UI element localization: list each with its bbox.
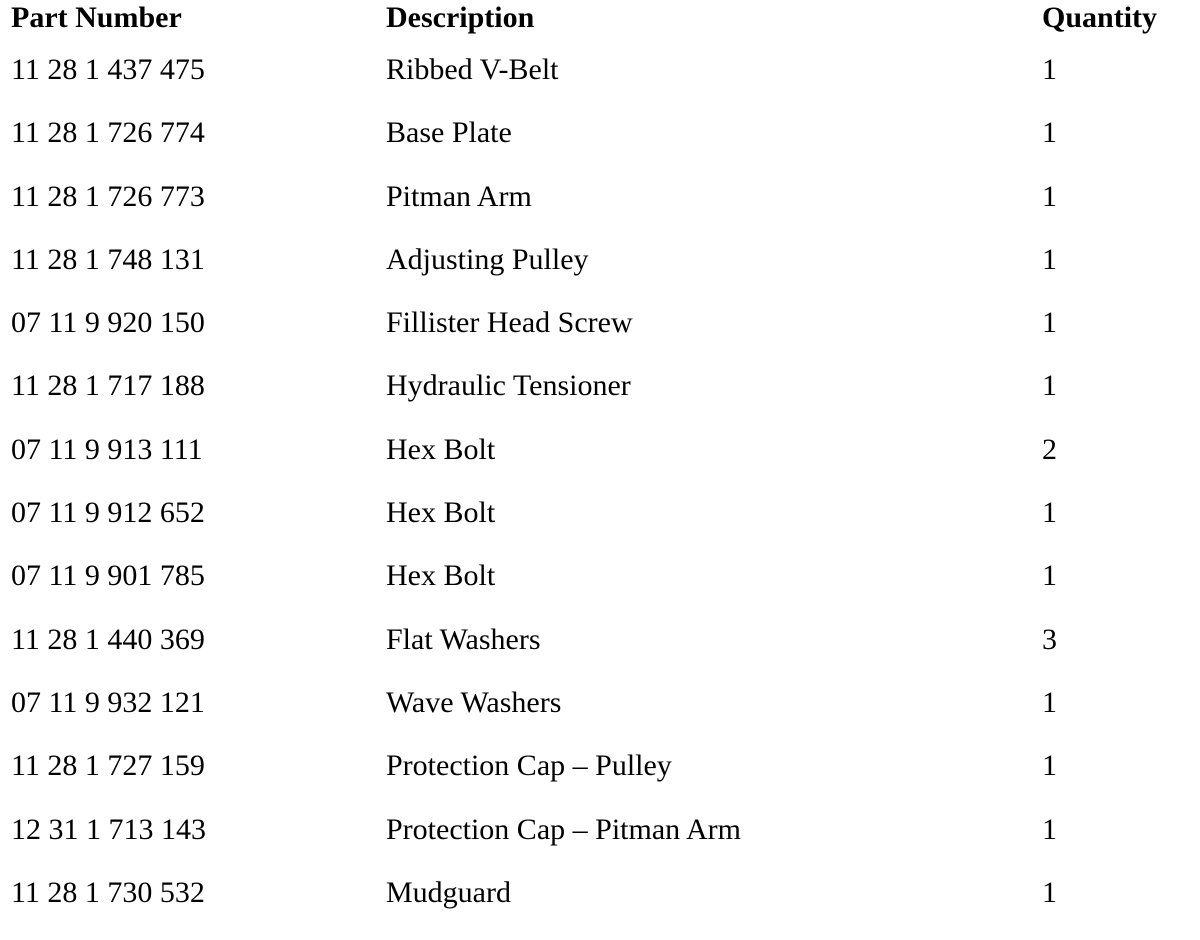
cell-part-number: 11 28 1 726 774 (11, 116, 205, 150)
cell-quantity: 3 (1042, 622, 1057, 656)
cell-description: Flat Washers (386, 622, 541, 656)
table-row (0, 622, 1200, 685)
table-row (0, 242, 1200, 305)
table-row (0, 495, 1200, 558)
cell-quantity: 1 (1042, 749, 1057, 783)
table-row (0, 748, 1200, 811)
cell-description: Ribbed V-Belt (386, 53, 559, 86)
cell-quantity: 1 (1042, 685, 1057, 719)
cell-part-number: 11 28 1 437 475 (11, 53, 205, 86)
table-row (0, 52, 1200, 115)
table-row (0, 368, 1200, 431)
cell-part-number: 07 11 9 901 785 (11, 559, 205, 593)
header-description: Description (386, 1, 535, 34)
cell-quantity: 1 (1042, 812, 1057, 846)
cell-quantity: 1 (1042, 53, 1057, 86)
cell-description: Protection Cap – Pulley (386, 749, 672, 783)
cell-description: Protection Cap – Pitman Arm (386, 812, 741, 846)
table-header-row (0, 0, 1200, 52)
cell-part-number: 11 28 1 717 188 (11, 369, 205, 403)
cell-description: Hydraulic Tensioner (386, 369, 631, 403)
cell-quantity: 2 (1042, 432, 1057, 466)
cell-quantity: 1 (1042, 116, 1057, 150)
table-row (0, 685, 1200, 748)
table-row (0, 432, 1200, 495)
table-row (0, 179, 1200, 242)
cell-description: Base Plate (386, 116, 512, 150)
cell-part-number: 07 11 9 920 150 (11, 306, 205, 340)
cell-part-number: 11 28 1 727 159 (11, 749, 205, 783)
cell-quantity: 1 (1042, 559, 1057, 593)
cell-description: Mudguard (386, 875, 511, 909)
cell-part-number: 07 11 9 932 121 (11, 685, 205, 719)
cell-part-number: 11 28 1 440 369 (11, 622, 205, 656)
header-part-number: Part Number (11, 1, 182, 34)
cell-description: Hex Bolt (386, 559, 496, 593)
cell-quantity: 1 (1042, 369, 1057, 403)
cell-quantity: 1 (1042, 496, 1057, 530)
table-row (0, 558, 1200, 621)
cell-quantity: 1 (1042, 242, 1057, 276)
cell-description: Hex Bolt (386, 432, 496, 466)
cell-part-number: 11 28 1 726 773 (11, 179, 205, 213)
cell-description: Adjusting Pulley (386, 242, 589, 276)
table-row (0, 875, 1200, 938)
cell-part-number: 07 11 9 913 111 (11, 432, 203, 466)
cell-part-number: 12 31 1 713 143 (11, 812, 206, 846)
cell-description: Pitman Arm (386, 179, 532, 213)
cell-quantity: 1 (1042, 875, 1057, 909)
cell-description: Hex Bolt (386, 496, 496, 530)
cell-part-number: 11 28 1 748 131 (11, 242, 205, 276)
cell-part-number: 11 28 1 730 532 (11, 875, 205, 909)
cell-description: Wave Washers (386, 685, 562, 719)
cell-description: Fillister Head Screw (386, 306, 633, 340)
cell-quantity: 1 (1042, 179, 1057, 213)
table-row (0, 305, 1200, 368)
table-row (0, 115, 1200, 178)
cell-quantity: 1 (1042, 306, 1057, 340)
header-quantity: Quantity (1042, 1, 1158, 34)
table-row (0, 812, 1200, 875)
cell-part-number: 07 11 9 912 652 (11, 496, 205, 530)
